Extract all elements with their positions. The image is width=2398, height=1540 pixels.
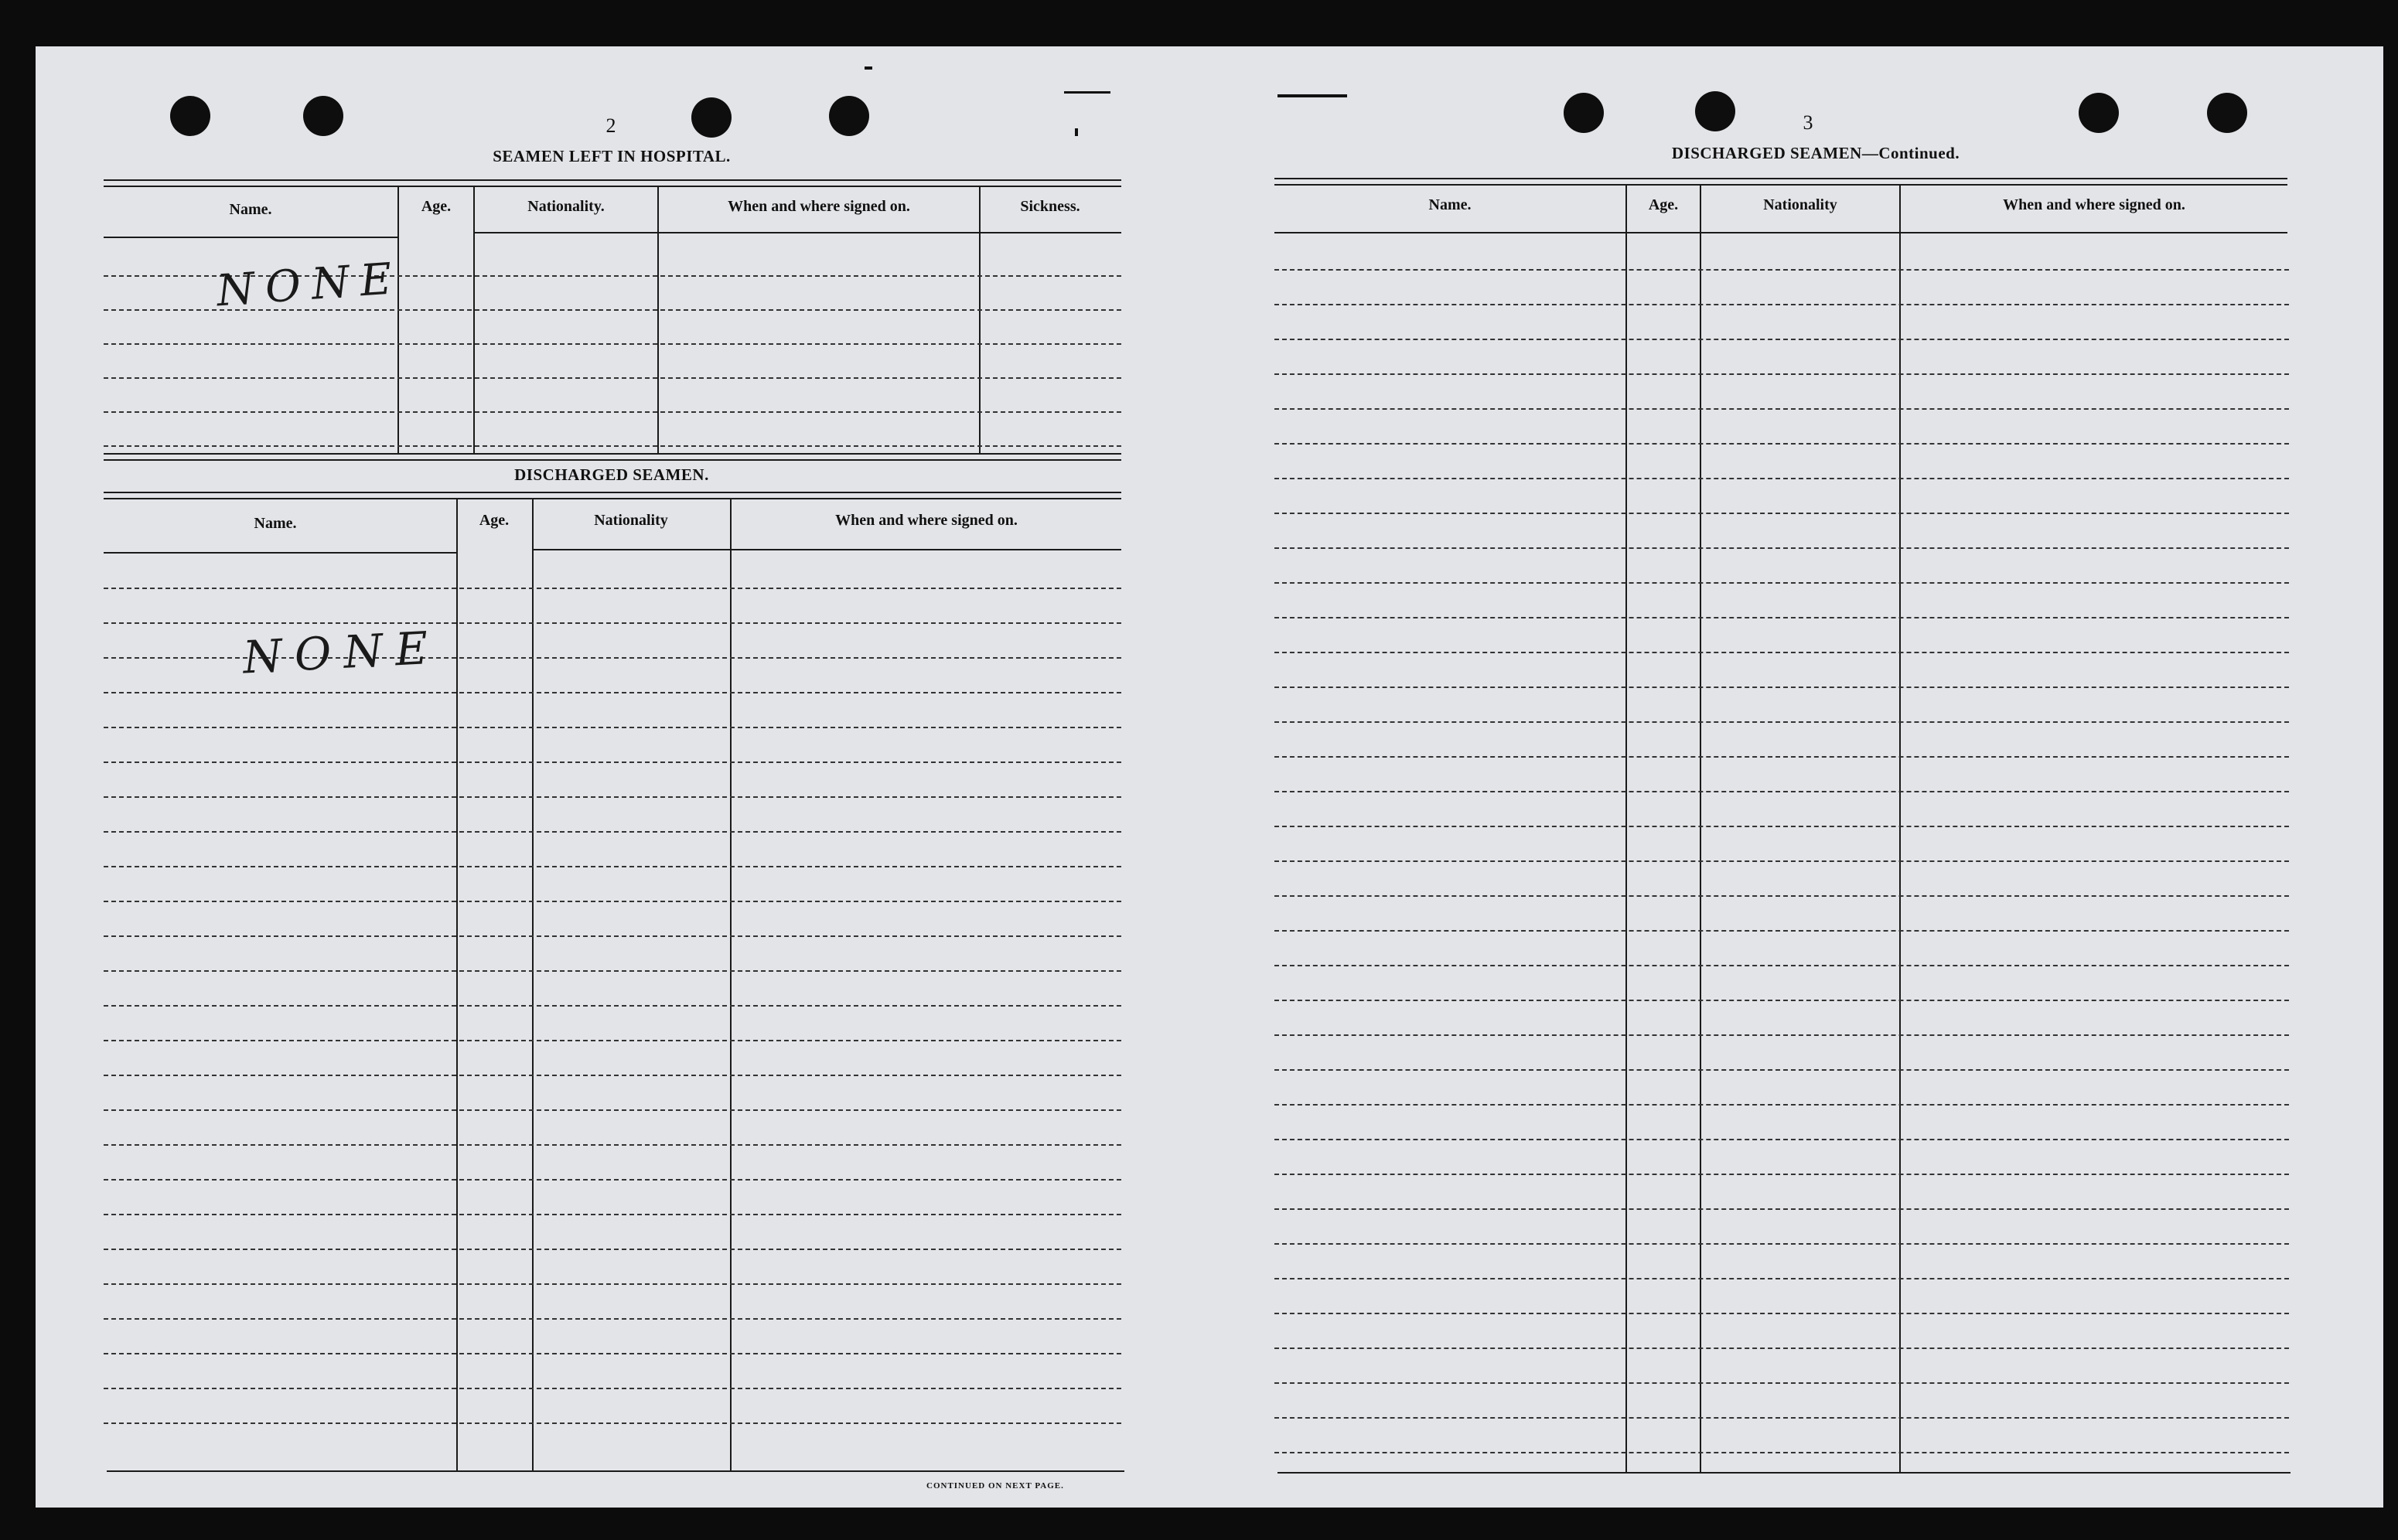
entry-line bbox=[1274, 930, 2289, 932]
discharged-continued-title: DISCHARGED SEAMEN—Continued. bbox=[1671, 144, 1960, 162]
entry-line bbox=[1274, 478, 2289, 479]
entry-line bbox=[1274, 756, 2289, 758]
entry-line bbox=[1274, 791, 2289, 792]
column-header-nationality: Nationality. bbox=[527, 198, 605, 215]
entry-line bbox=[1274, 513, 2289, 514]
entry-line bbox=[1274, 1348, 2289, 1349]
divider bbox=[104, 552, 458, 554]
entry-line bbox=[104, 1040, 1121, 1041]
entry-line bbox=[104, 1388, 1121, 1389]
column-divider bbox=[979, 187, 981, 453]
hospital-section-title: SEAMEN LEFT IN HOSPITAL. bbox=[493, 147, 731, 165]
column-header-signed-on: When and where signed on. bbox=[728, 198, 910, 215]
continued-note: CONTINUED ON NEXT PAGE. bbox=[926, 1481, 1064, 1491]
entry-line bbox=[1274, 860, 2289, 862]
entry-line bbox=[1274, 1313, 2289, 1314]
entry-line bbox=[1274, 826, 2289, 827]
entry-line bbox=[104, 343, 1121, 345]
entry-line bbox=[1274, 1104, 2289, 1106]
entry-line bbox=[104, 1179, 1121, 1181]
column-header-age: Age. bbox=[421, 198, 452, 215]
entry-line bbox=[1274, 1208, 2289, 1210]
entry-line bbox=[104, 1005, 1121, 1007]
entry-line bbox=[104, 1075, 1121, 1076]
column-header-name: Name. bbox=[1428, 196, 1472, 213]
entry-line bbox=[104, 1318, 1121, 1320]
entry-line bbox=[104, 1214, 1121, 1215]
entry-line bbox=[1274, 652, 2289, 653]
handwritten-entry: NONE bbox=[215, 253, 404, 317]
page-number: 2 bbox=[605, 114, 616, 137]
entry-line bbox=[1274, 721, 2289, 723]
divider bbox=[104, 492, 1121, 493]
divider bbox=[1277, 1472, 2291, 1474]
entry-line bbox=[1274, 373, 2289, 375]
column-divider bbox=[397, 187, 399, 453]
divider bbox=[104, 179, 1121, 181]
entry-line bbox=[104, 1283, 1121, 1285]
column-header-signed-on: When and where signed on. bbox=[835, 512, 1018, 529]
entry-line bbox=[1274, 1417, 2289, 1419]
divider bbox=[104, 453, 1121, 455]
entry-line bbox=[1274, 617, 2289, 618]
entry-line bbox=[1274, 1139, 2289, 1140]
entry-line bbox=[104, 727, 1121, 728]
divider bbox=[1274, 178, 2287, 179]
column-header-name: Name. bbox=[229, 201, 272, 218]
column-header-name: Name. bbox=[254, 515, 297, 532]
left-page bbox=[36, 46, 1180, 1508]
document-sheet bbox=[36, 46, 2383, 1508]
entry-line bbox=[104, 445, 1121, 447]
column-divider bbox=[473, 187, 475, 453]
divider bbox=[473, 232, 1121, 233]
entry-line bbox=[1274, 1278, 2289, 1279]
entry-line bbox=[104, 761, 1121, 763]
entry-line bbox=[104, 377, 1121, 379]
entry-line bbox=[1274, 547, 2289, 549]
entry-line bbox=[1274, 443, 2289, 445]
column-header-age: Age. bbox=[1648, 196, 1679, 213]
entry-line bbox=[1274, 1069, 2289, 1071]
entry-line bbox=[104, 796, 1121, 798]
entry-line bbox=[104, 588, 1121, 589]
entry-line bbox=[104, 1422, 1121, 1424]
entry-line bbox=[104, 1144, 1121, 1146]
divider bbox=[104, 237, 397, 238]
entry-line bbox=[104, 692, 1121, 693]
column-divider bbox=[532, 499, 534, 1470]
column-header-signed-on: When and where signed on. bbox=[2003, 196, 2185, 213]
entry-line bbox=[104, 1249, 1121, 1250]
divider bbox=[532, 549, 1121, 550]
entry-line bbox=[104, 1109, 1121, 1111]
entry-line bbox=[104, 866, 1121, 867]
column-header-nationality: Nationality bbox=[1763, 196, 1837, 213]
handwritten-entry: NONE bbox=[241, 621, 442, 684]
entry-line bbox=[104, 622, 1121, 624]
column-header-sickness: Sickness. bbox=[1020, 198, 1080, 215]
entry-line bbox=[104, 901, 1121, 902]
entry-line bbox=[1274, 895, 2289, 897]
divider bbox=[104, 186, 1121, 187]
discharged-section-title: DISCHARGED SEAMEN. bbox=[514, 465, 709, 484]
divider bbox=[104, 459, 1121, 461]
entry-line bbox=[1274, 687, 2289, 688]
entry-line bbox=[1274, 269, 2289, 271]
entry-line bbox=[104, 1353, 1121, 1354]
entry-line bbox=[1274, 965, 2289, 966]
entry-line bbox=[1274, 1174, 2289, 1175]
divider bbox=[1274, 184, 2287, 186]
entry-line bbox=[104, 935, 1121, 937]
column-header-nationality: Nationality bbox=[594, 512, 668, 529]
entry-line bbox=[1274, 1243, 2289, 1245]
entry-line bbox=[1274, 304, 2289, 305]
entry-line bbox=[1274, 1452, 2289, 1453]
entry-line bbox=[1274, 408, 2289, 410]
column-divider bbox=[730, 499, 732, 1470]
entry-line bbox=[104, 831, 1121, 833]
entry-line bbox=[104, 411, 1121, 413]
page-number: 3 bbox=[1803, 111, 1813, 134]
entry-line bbox=[1274, 339, 2289, 340]
right-page bbox=[1242, 46, 2383, 1508]
entry-line bbox=[104, 970, 1121, 972]
column-header-age: Age. bbox=[479, 512, 510, 529]
column-divider bbox=[456, 499, 458, 1470]
divider bbox=[107, 1470, 1124, 1472]
column-divider bbox=[657, 187, 659, 453]
entry-line bbox=[1274, 582, 2289, 584]
entry-line bbox=[1274, 1034, 2289, 1036]
entry-line bbox=[1274, 1382, 2289, 1384]
divider bbox=[1274, 232, 2287, 233]
divider bbox=[104, 498, 1121, 499]
entry-line bbox=[1274, 1000, 2289, 1001]
